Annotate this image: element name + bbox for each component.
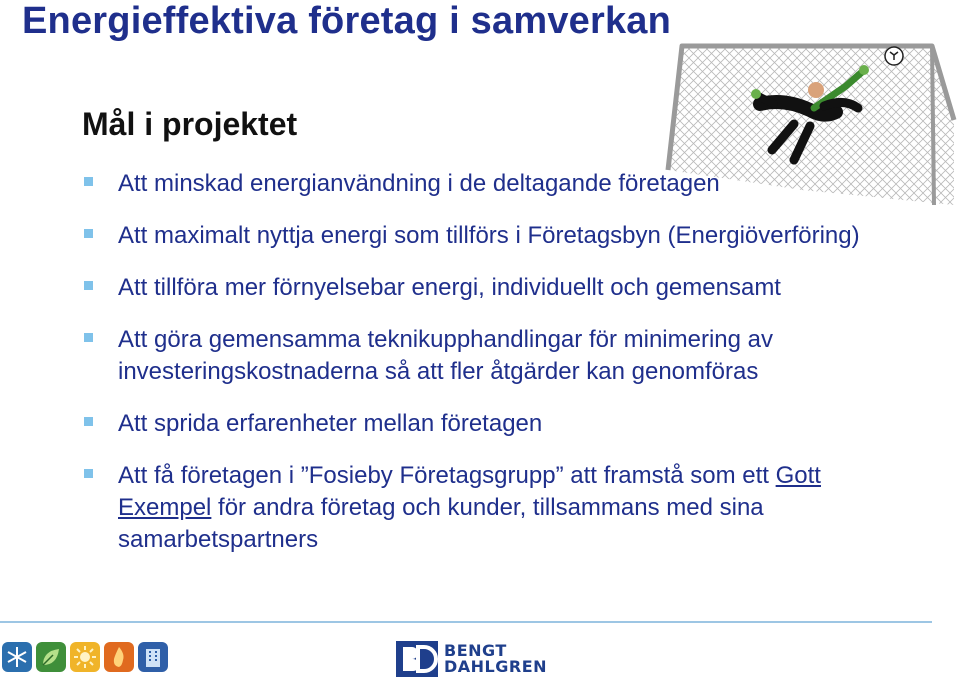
building-icon: [138, 642, 168, 672]
goal-list: [82, 168, 902, 576]
list-item: [82, 220, 902, 252]
list-item: [82, 168, 902, 200]
gott-exempel-link[interactable]: Gott Exempel: [118, 462, 821, 521]
bullet-text: Att tillföra mer förnyelsebar energi, individuellt och gemensamt: [118, 274, 781, 301]
section-heading: Mål i projektet: [82, 106, 298, 142]
bullet-text-before: Att få företagen i ”Fosieby Företagsgrupp” att framstå som ett: [118, 462, 776, 489]
snowflake-icon: [2, 642, 32, 672]
list-item: [82, 460, 902, 556]
footer-divider: [0, 621, 932, 623]
company-logo: [396, 640, 547, 678]
bullet-marker: [84, 177, 93, 186]
bd-logo-mark: [396, 641, 438, 677]
bullet-text: Att minskad energianvändning i de deltagande företagen: [118, 170, 720, 197]
logo-line-1: BENGT: [444, 641, 507, 660]
bullet-text: Att maximalt nyttja energi som tillförs i Företagsbyn (Energiöverföring): [118, 222, 860, 249]
footer-icon-row: [2, 642, 168, 672]
bullet-marker: [84, 417, 93, 426]
bullet-text: Att göra gemensamma teknikupphandlingar för minimering av investeringskostnaderna så att fler åtgärder kan genomföras: [118, 326, 773, 385]
logo-line-2: DAHLGREN: [444, 657, 548, 676]
bullet-marker: [84, 333, 93, 342]
bullet-text: Att sprida erfarenheter mellan företagen: [118, 410, 543, 437]
bullet-marker: [84, 281, 93, 290]
list-item: [82, 324, 902, 388]
bullet-text-after: för andra företag och kunder, tillsammans med sina samarbetspartners: [118, 494, 764, 553]
bullet-marker: [84, 469, 93, 478]
list-item: [82, 272, 902, 304]
sun-icon: [70, 642, 100, 672]
slide-title: Energieffektiva företag i samverkan: [22, 0, 672, 42]
leaf-icon: [36, 642, 66, 672]
bullet-marker: [84, 229, 93, 238]
flame-icon: [104, 642, 134, 672]
list-item: [82, 408, 902, 440]
